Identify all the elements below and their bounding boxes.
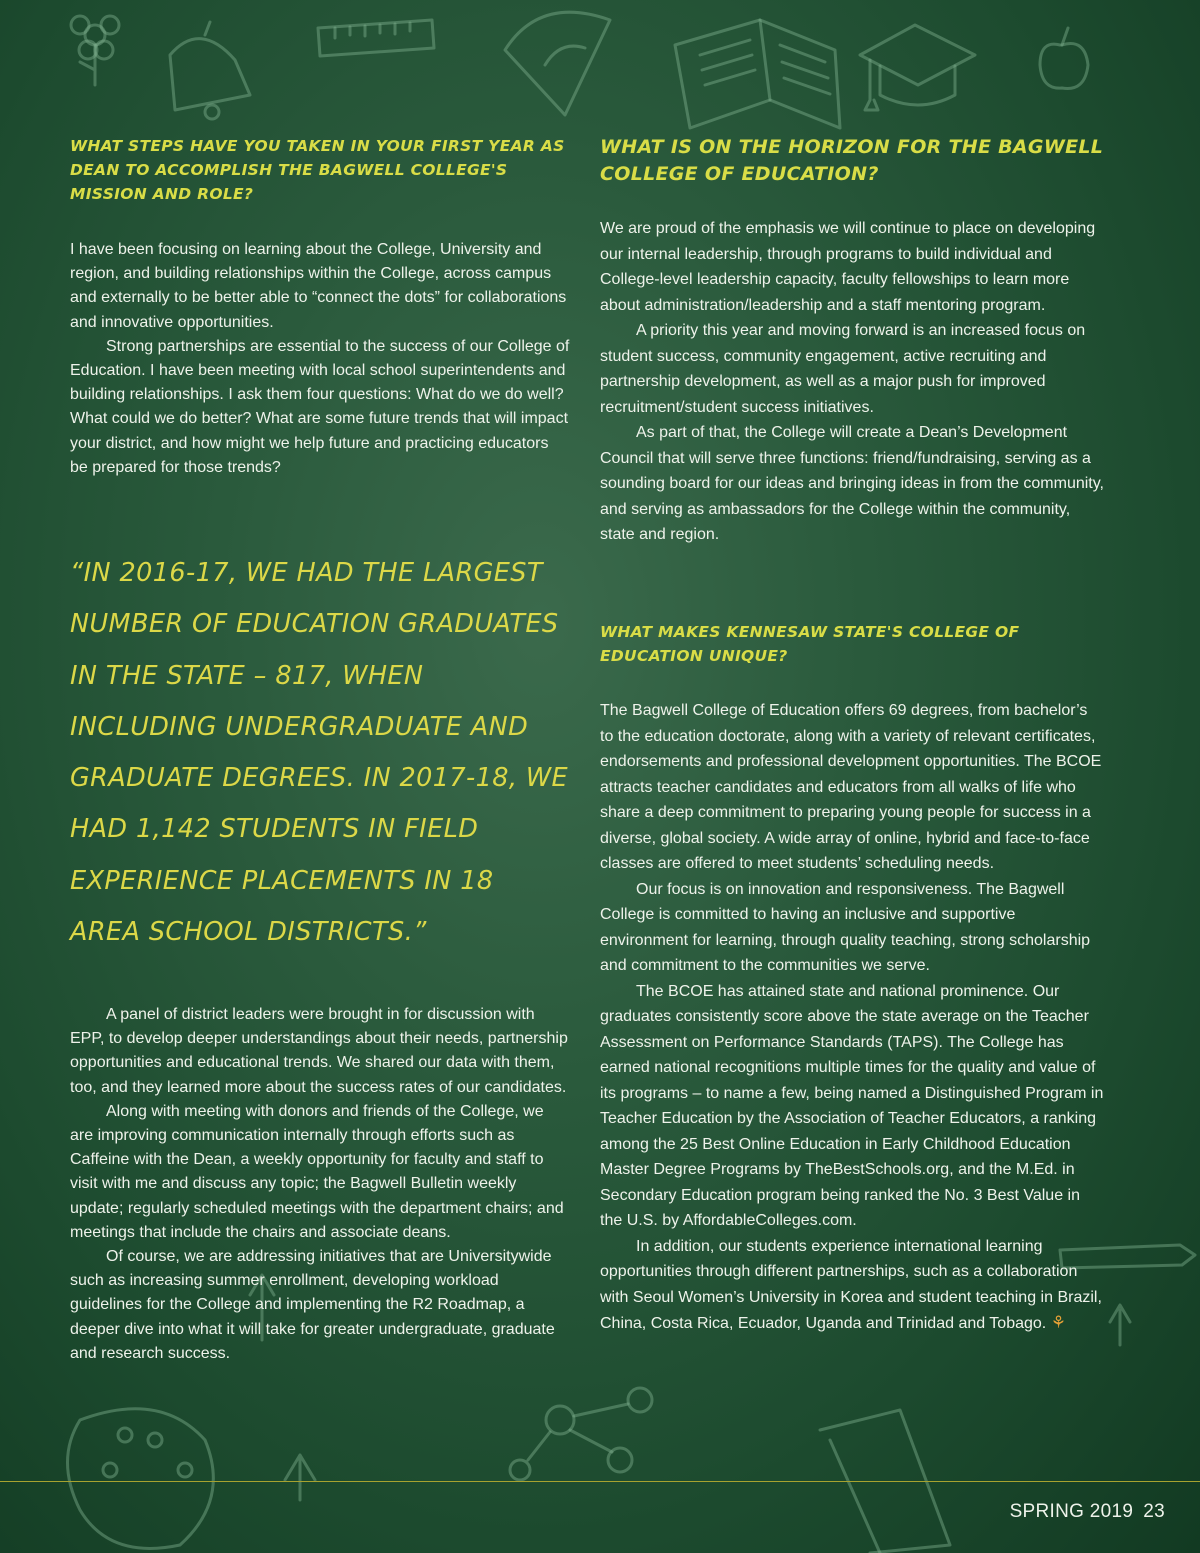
left-column xyxy=(70,134,570,480)
end-mark-icon: ⚘ xyxy=(1050,1313,1066,1332)
arrow-icon xyxy=(285,1455,315,1500)
graduation-cap-icon xyxy=(860,25,975,110)
protractor-icon xyxy=(505,12,610,115)
paragraph: Our focus is on innovation and responsiveness. The Bagwell College is committed to having an inclusive and supportive environment for learning, through quality teaching, strong scholarship and commitment to the communities we serve. xyxy=(600,880,1091,974)
section-heading-horizon: WHAT IS ON THE HORIZON FOR THE BAGWELL COLLEGE OF EDUCATION? xyxy=(600,136,1104,185)
paragraph: A priority this year and moving forward is an increased focus on student success, community engagement, active recruiting and partnership development, as well as a major push for improved recruitment/student success initiatives. xyxy=(600,322,1086,416)
section-heading-unique: WHAT MAKES KENNESAW STATE'S COLLEGE OF EDUCATION UNIQUE? xyxy=(600,623,1020,665)
paragraph: Strong partnerships are essential to the success of our College of Education. I have been meeting with local school superintendents and building relationships. I ask them four questions: What do we do well? What could we do better? What are some future trends that will impact your district, and how might we help future and practicing educators be prepared for those trends? xyxy=(70,337,570,476)
book-icon xyxy=(675,20,840,128)
right-column xyxy=(600,134,1105,548)
section-heading-first-year: WHAT STEPS HAVE YOU TAKEN IN YOUR FIRST YEAR AS DEAN TO ACCOMPLISH THE BAGWELL COLLEGE'S MISSION AND ROLE? xyxy=(70,137,565,203)
page-footer xyxy=(1000,1501,1165,1523)
palette-icon xyxy=(68,1409,214,1549)
paragraph: The BCOE has attained state and national prominence. Our graduates consistently score above the state average on the Teacher Assessment on Performance Standards (TAPS). The College has earned national recognitions multiple times for the quality and value of its programs – to name a few, being named a Distinguished Program in Teacher Education by the Association of Teacher Educators, a ranking among the 25 Best Online Education in Early Childhood Education Master Degree Programs by TheBestSchools.org, and the M.Ed. in Secondary Education program being ranked the No. 3 Best Value in the U.S. by AffordableColleges.com. xyxy=(600,982,1104,1229)
page-number: 23 xyxy=(1143,1501,1165,1522)
apple-icon xyxy=(1040,28,1088,89)
spacer xyxy=(70,206,570,238)
ruler-icon xyxy=(318,20,434,56)
paragraph: We are proud of the emphasis we will continue to place on developing our internal leadership, through programs to build individual and College-level leadership capacity, faculty fellowships to learn more about administration/leadership and a staff mentoring program. xyxy=(600,220,1096,314)
paragraph: The Bagwell College of Education offers 69 degrees, from bachelor’s to the education doctorate, along with a variety of relevant certificates, endorsements and professional development opportunities. The BCOE attracts teacher candidates and educators from all walks of life who share a deep commitment to preparing young people for success in a diverse, global society. A wide array of online, hybrid and face-to-face classes are offered to meet students’ scheduling needs. xyxy=(600,702,1102,872)
bell-icon xyxy=(170,22,250,119)
paragraph: Of course, we are addressing initiatives that are Universitywide such as increasing summer enrollment, developing workload guidelines for the College and implementing the R2 Roadmap, a deeper dive into what it will take for greater undergraduate, graduate and research success. xyxy=(70,1248,555,1362)
spacer xyxy=(600,188,1105,216)
footer-rule xyxy=(0,1481,1200,1482)
spacer xyxy=(600,668,1105,698)
paragraph-last xyxy=(600,1234,1105,1337)
right-column-lower xyxy=(600,620,1105,1337)
paragraph: A panel of district leaders were brought in for discussion with EPP, to develop deeper understandings about their needs, partnership opportunities and educational trends. We shared our data with them, too, and they learned more about the success rates of our candidates. xyxy=(70,1006,568,1096)
molecule-icon xyxy=(510,1388,652,1480)
left-column-lower xyxy=(70,1003,570,1366)
paragraph-text: In addition, our students experience international learning opportunities through different partnerships, such as a collaboration with Seoul Women’s University in Korea and student teaching in Brazil, China, Costa Rica, Ecuador, Uganda and Trinidad and Tobago. xyxy=(600,1237,1102,1332)
paragraph: Along with meeting with donors and friends of the College, we are improving communication internally through efforts such as Caffeine with the Dean, a weekly opportunity for faculty and staff to visit with me and discuss any topic; the Bagwell Bulletin weekly update; regularly scheduled meetings with the department chairs; and meetings that include the chairs and associate deans. xyxy=(70,1102,564,1241)
pull-quote: “IN 2016-17, WE HAD THE LARGEST NUMBER OF EDUCATION GRADUATES IN THE STATE – 817, WHEN INCLUDING UNDERGRADUATE AND GRADUATE DEGREES. IN 2017-18, WE HAD 1,142 STUDENTS IN FIELD EXPERIENCE PLACEMENTS IN 18 AREA SCHOOL DISTRICTS.” xyxy=(70,558,569,948)
paragraph: I have been focusing on learning about the College, University and region, and building relationships within the College, across campus and externally to be better able to “connect the dots” for collaborations and innovative opportunities. xyxy=(70,241,567,331)
paragraph: As part of that, the College will create a Dean’s Development Council that will serve three functions: friend/fundraising, serving as a sounding board for our ideas and bringing ideas in from the community, and serving as ambassadors for the College within the community, state and region. xyxy=(600,424,1104,543)
issue-label: SPRING 2019 xyxy=(1009,1501,1134,1522)
flower-icon xyxy=(71,16,119,85)
